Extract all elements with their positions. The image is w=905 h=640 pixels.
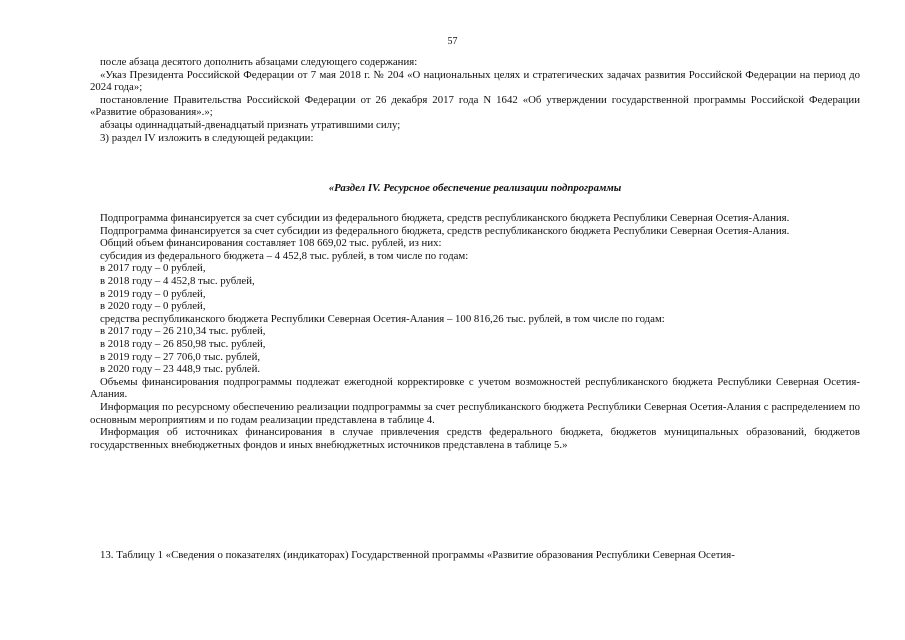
body-paragraph: в 2017 году – 0 рублей,: [100, 262, 206, 275]
body-paragraph: Информация по ресурсному обеспечению реализации подпрограммы за счет республиканского бюджета Республики Северная Осетия-Алания с распределением по основным мероприятиям и по годам реализации представлена в таблице 4.: [90, 400, 860, 426]
body-paragraph: средства республиканского бюджета Республики Северная Осетия-Алания – 100 816,26 тыс. рублей, в том числе по годам:: [100, 312, 665, 325]
body-paragraph: в 2019 году – 0 рублей,: [100, 287, 206, 300]
body-paragraph: Общий объем финансирования составляет 108 669,02 тыс. рублей, из них:: [100, 237, 442, 250]
intro-paragraph: 3) раздел IV изложить в следующей редакции:: [100, 131, 314, 144]
body-paragraph: в 2019 году – 27 706,0 тыс. рублей,: [100, 350, 261, 363]
body-paragraph: в 2018 году – 26 850,98 тыс. рублей,: [100, 337, 266, 350]
body-paragraph: субсидия из федерального бюджета – 4 452,8 тыс. рублей, в том числе по годам:: [100, 249, 469, 262]
body-paragraph: Подпрограмма финансируется за счет субсидии из федерального бюджета, средств республиканского бюджета Республики Северная Осетия-Алания.: [100, 212, 790, 224]
section-heading: «Раздел IV. Ресурсное обеспечение реализации подпрограммы: [328, 182, 622, 194]
section-heading-block: [90, 182, 860, 194]
intro-paragraph: постановление Правительства Российской Федерации от 26 декабря 2017 года N 1642 «Об утверждении государственной программы Российской Федерации «Развитие образования».»;: [90, 93, 860, 119]
section-body: [90, 212, 860, 451]
next-item-line: 13. Таблицу 1 «Сведения о показателях (индикаторах) Государственной программы «Развитие образования Республики Северная Осетия-: [100, 549, 735, 561]
body-paragraph: Подпрограмма финансируется за счет субсидии из федерального бюджета, средств республиканского бюджета Республики Северная Осетия-Алания.: [100, 224, 790, 237]
body-paragraph: Информация об источниках финансирования в случае привлечения средств федерального бюджета, бюджетов муниципальных образований, бюджетов государственных внебюджетных фондов и иных внебюджетных источников представлена в таблице 5.»: [90, 426, 860, 451]
intro-paragraph: «Указ Президента Российской Федерации от 7 мая 2018 г. № 204 «О национальных целях и стратегических задачах развития Российской Федерации на период до 2024 года»;: [90, 68, 860, 94]
body-paragraph: в 2017 году – 26 210,34 тыс. рублей,: [100, 325, 266, 338]
intro-paragraph: абзацы одиннадцатый-двенадцатый признать утратившими силу;: [100, 118, 401, 131]
body-paragraph: Объемы финансирования подпрограммы подлежат ежегодной корректировке с учетом возможностей республиканского бюджета Республики Северная Осетия-Алания.: [90, 375, 860, 401]
intro-block: [90, 56, 860, 144]
body-paragraph: в 2020 году – 0 рублей,: [100, 300, 206, 313]
body-paragraph: в 2020 году – 23 448,9 тыс. рублей.: [100, 363, 261, 376]
intro-paragraph: после абзаца десятого дополнить абзацами следующего содержания:: [100, 56, 418, 68]
page-number: 57: [447, 36, 458, 47]
body-paragraph: в 2018 году – 4 452,8 тыс. рублей,: [100, 274, 255, 287]
